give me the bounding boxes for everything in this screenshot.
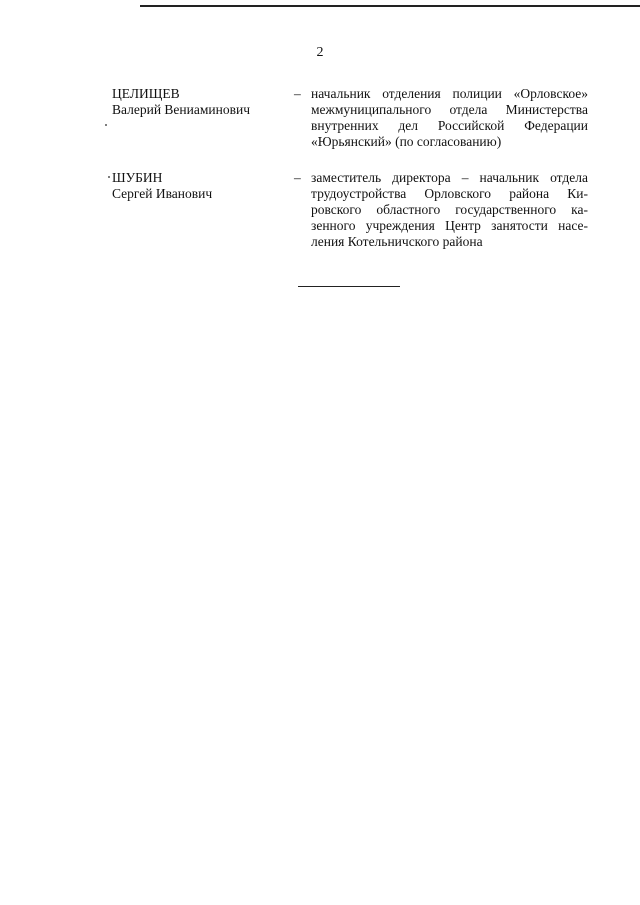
member-position (311, 170, 588, 250)
position-line: межмуниципального отдела Министерства (311, 102, 588, 117)
position-line: внутренних дел Российской Федерации (311, 118, 588, 133)
member-position (311, 86, 588, 150)
position-line: трудоустройства Орловского района Ки- (311, 186, 588, 201)
member-given-names: Сергей Иванович (112, 186, 213, 201)
scan-speck (108, 176, 110, 178)
member-name (112, 86, 287, 118)
page-number: 2 (316, 45, 324, 60)
member-given-names: Валерий Вениаминович (112, 102, 250, 117)
position-line: ровского областного государственного ка- (311, 202, 588, 217)
position-line: «Юрьянский» (по согласованию) (311, 134, 502, 149)
member-name (112, 170, 287, 202)
scan-speck (105, 124, 107, 126)
position-line: зенного учреждения Центр занятости насе- (311, 218, 588, 233)
position-line: начальник отделения полиции «Орловское» (311, 86, 588, 101)
top-border-line (140, 5, 640, 7)
separator-dash: – (294, 86, 301, 101)
position-line: заместитель директора – начальник отдела (311, 170, 588, 185)
separator-dash: – (294, 170, 301, 185)
position-line: ления Котельничского района (311, 234, 483, 249)
end-of-list-line (298, 286, 400, 287)
member-surname: ЦЕЛИЩЕВ (112, 86, 180, 101)
member-surname: ШУБИН (112, 170, 163, 185)
